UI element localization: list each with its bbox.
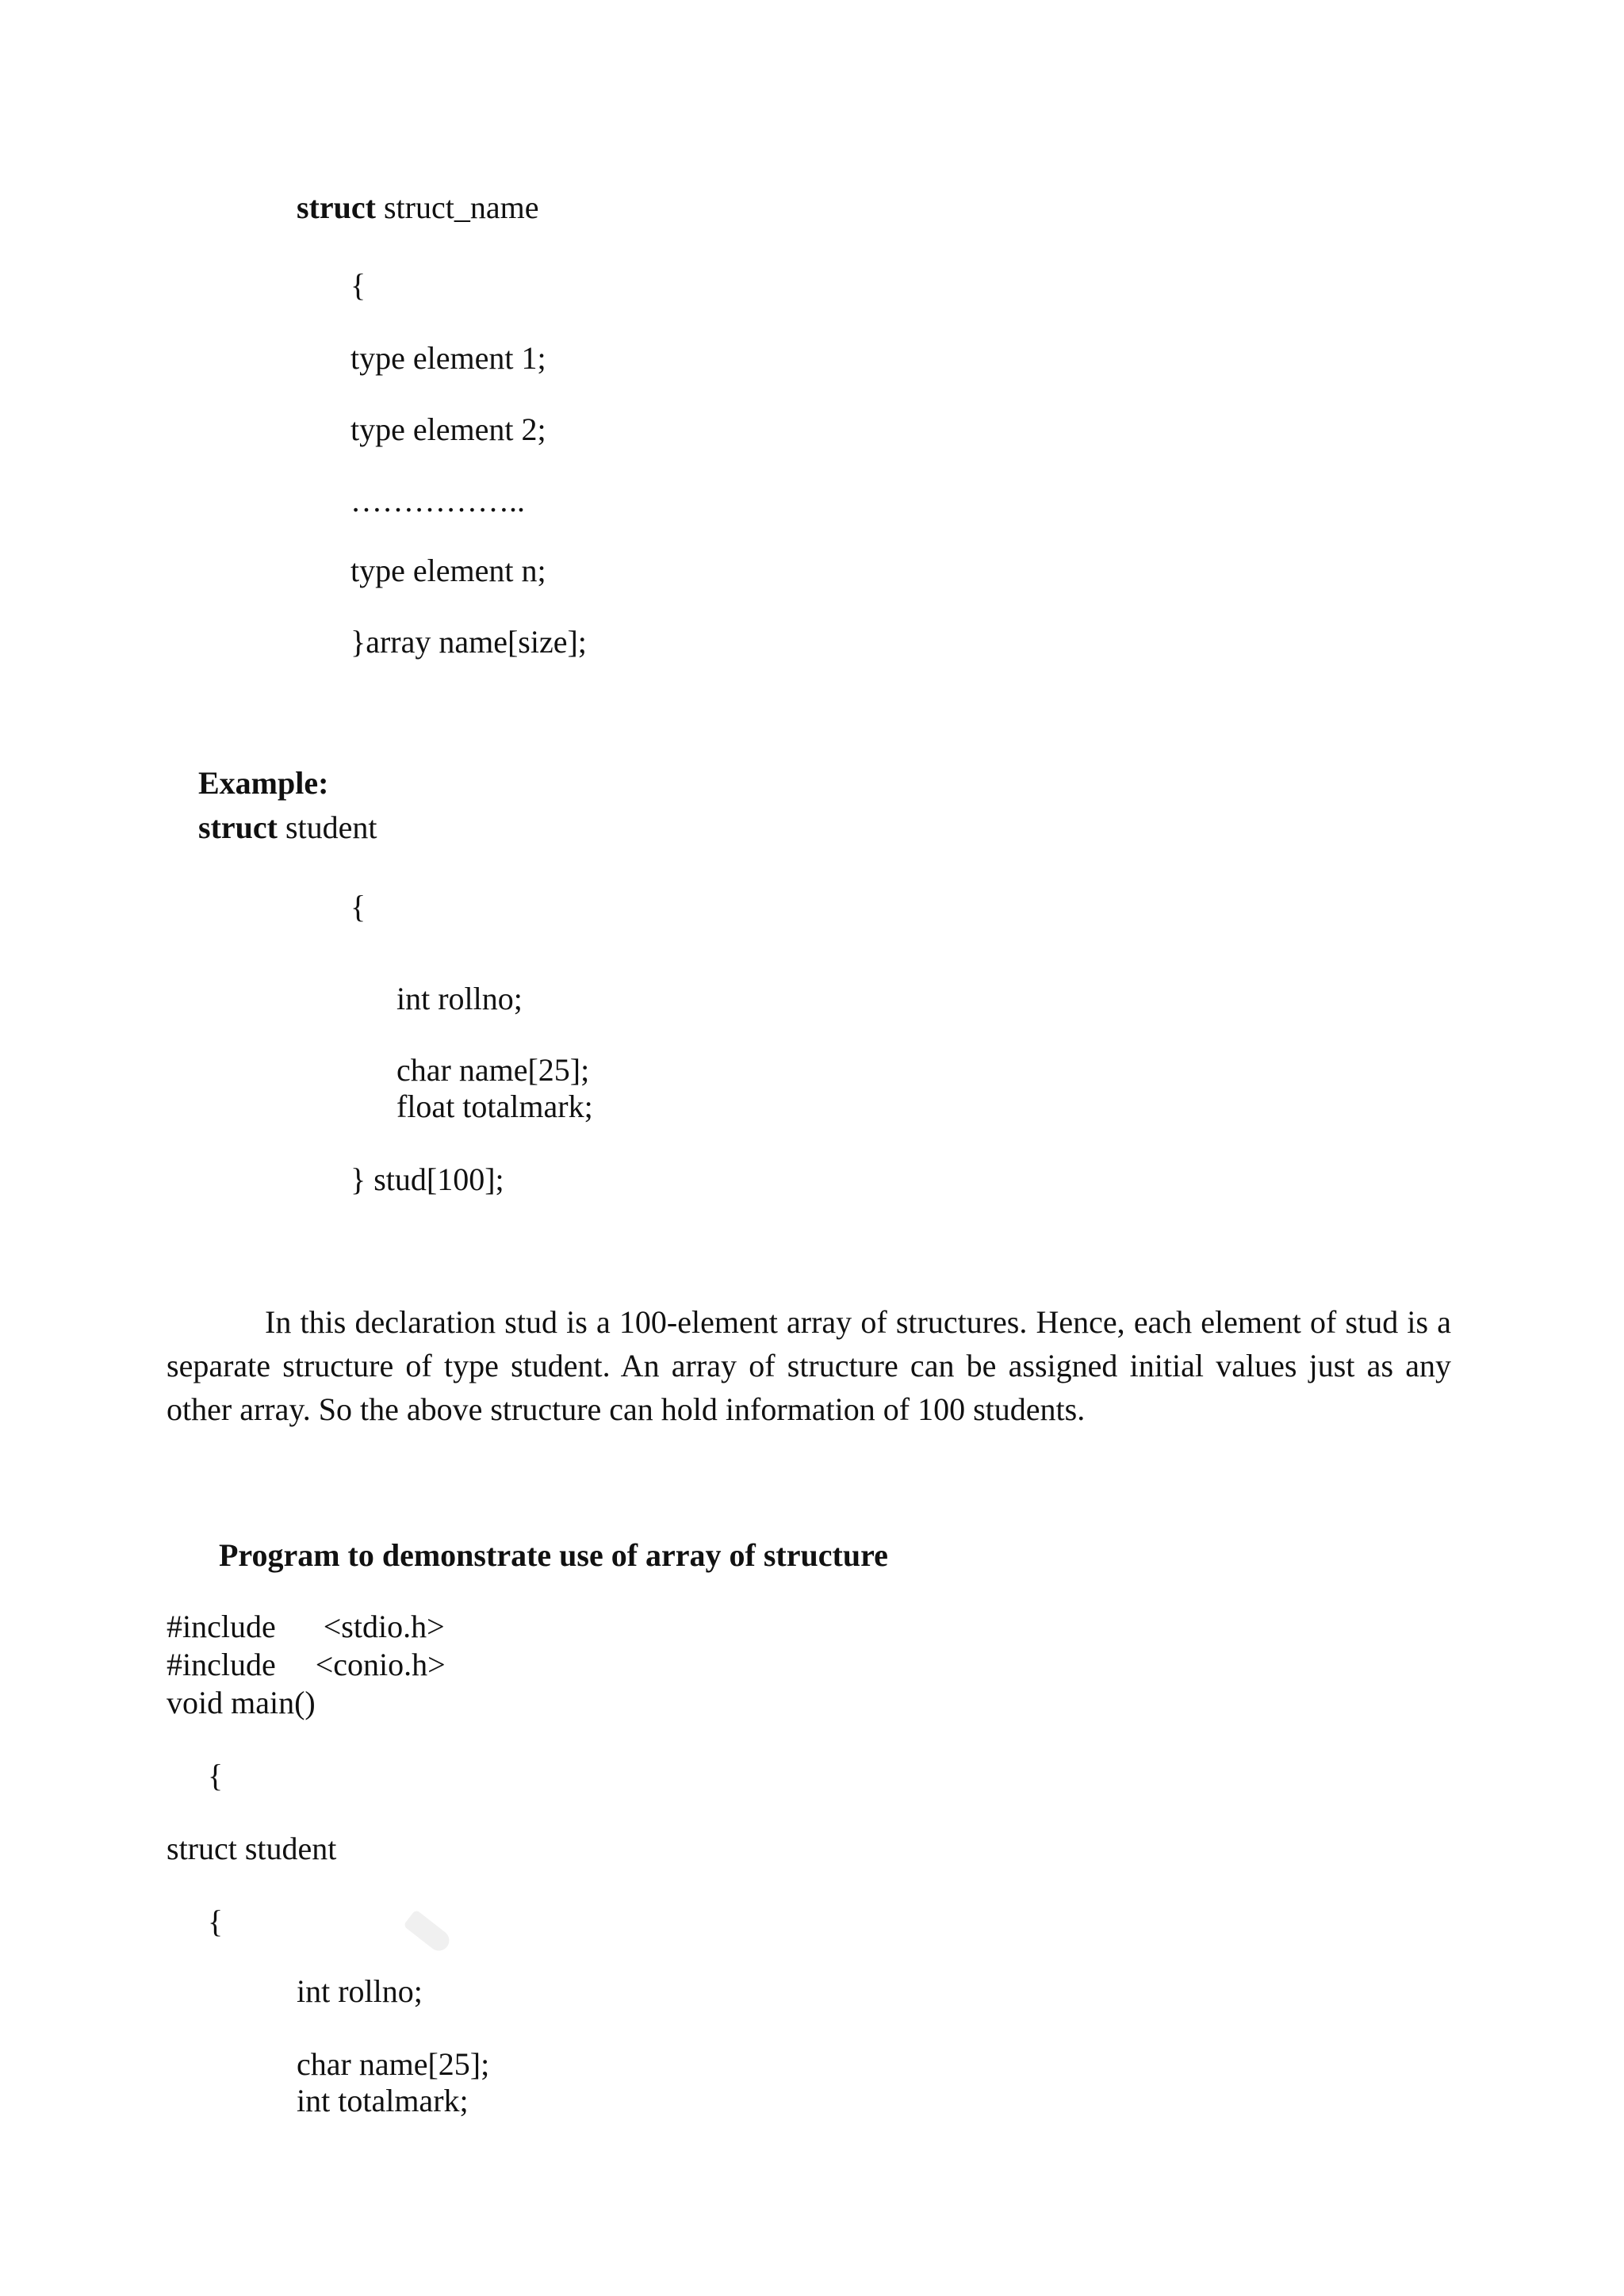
syntax-close: }array name[size];	[350, 624, 587, 660]
syntax-ellipsis: ……………..	[350, 483, 525, 519]
example-struct-line	[198, 809, 377, 847]
example-close: } stud[100];	[350, 1161, 504, 1197]
struct-name: struct_name	[375, 189, 539, 225]
struct-keyword: struct	[297, 189, 376, 225]
program-struct-line: struct student	[167, 1831, 337, 1866]
example-struct-keyword: struct	[198, 809, 278, 845]
program-field-rollno: int rollno;	[297, 1973, 423, 2009]
example-field-rollno: int rollno;	[396, 981, 523, 1016]
explanation-paragraph: In this declaration stud is a 100-element array of structures. Hence, each element of stud is a separate structure of type student. An array of structure can be assigned initial values just as any other array. So the above structure can hold information of 100 students.	[167, 1304, 1451, 1427]
faint-watermark-mark	[403, 1909, 453, 1954]
main-declaration: void main()	[167, 1685, 316, 1720]
example-label: Example:	[198, 765, 329, 801]
syntax-element-1: type element 1;	[350, 340, 546, 376]
syntax-element-n: type element n;	[350, 553, 546, 588]
main-open-brace: {	[208, 1758, 224, 1793]
example-field-totalmark: float totalmark;	[396, 1089, 593, 1124]
syntax-element-2: type element 2;	[350, 411, 546, 447]
include-stdio: #include <stdio.h>	[167, 1609, 445, 1644]
syntax-struct-line	[297, 189, 538, 227]
syntax-open-brace: {	[350, 267, 366, 303]
program-struct-open-brace: {	[208, 1904, 224, 1939]
program-field-totalmark: int totalmark;	[297, 2083, 469, 2118]
program-field-name: char name[25];	[297, 2046, 490, 2082]
include-conio: #include <conio.h>	[167, 1647, 446, 1682]
program-heading: Program to demonstrate use of array of structure	[219, 1537, 888, 1573]
example-open-brace: {	[350, 889, 366, 924]
example-struct-name: student	[277, 809, 377, 845]
example-field-name: char name[25];	[396, 1052, 590, 1088]
